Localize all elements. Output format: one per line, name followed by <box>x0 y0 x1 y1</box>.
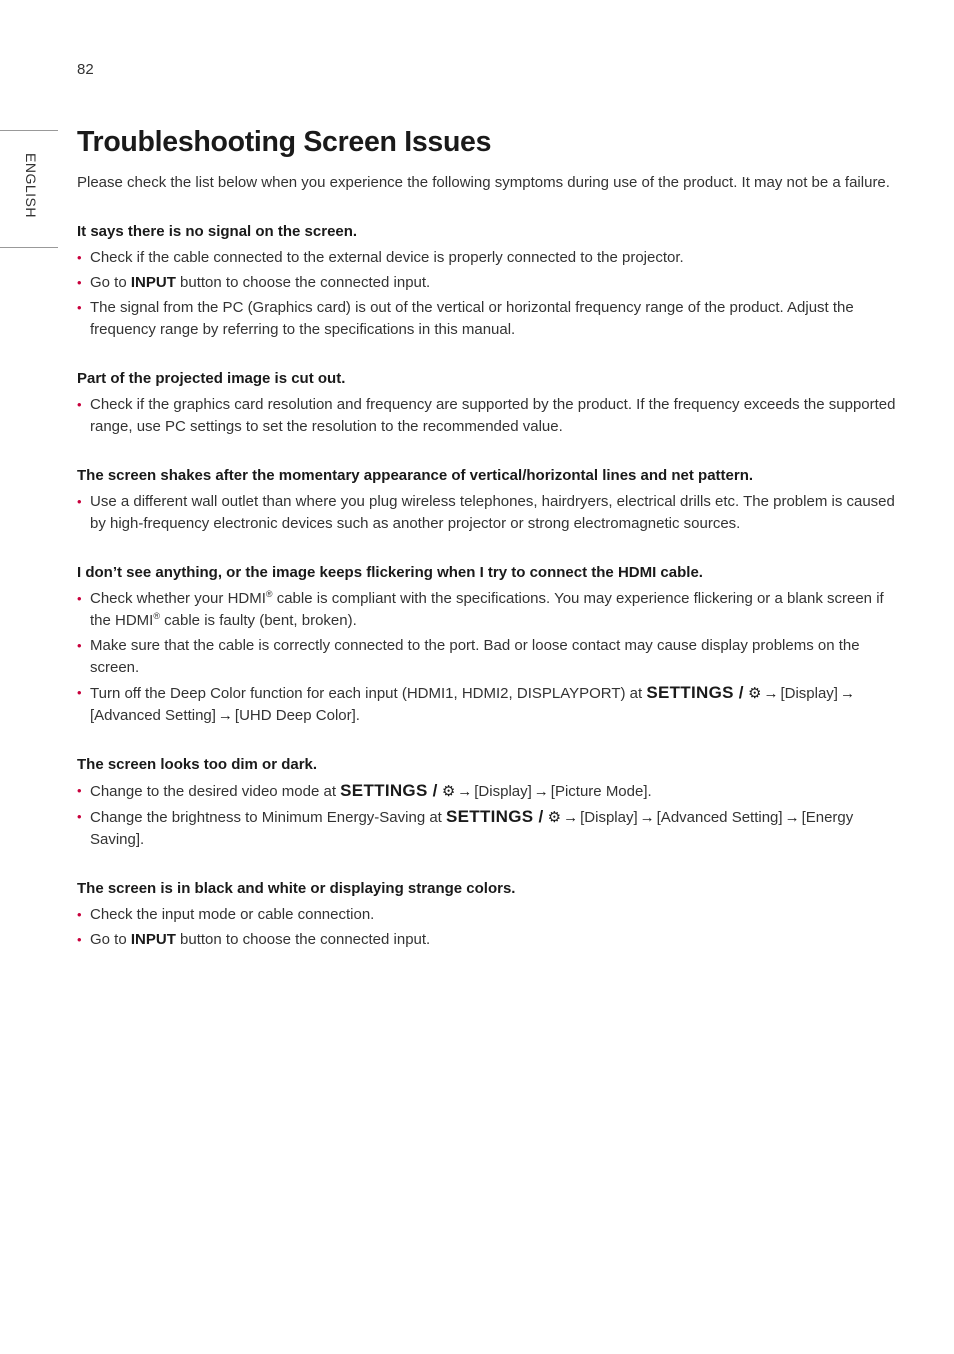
menu-path: [Energy Saving]. <box>90 809 854 848</box>
intro-text: Please check the list below when you experience the following symptoms during use of the product. It may not be a failure. <box>77 174 890 191</box>
input-key: INPUT <box>130 931 176 948</box>
item-text: Check whether your HDMI <box>90 590 266 607</box>
item-text: cable is faulty (bent, broken). <box>160 612 357 629</box>
item-text: cable is compliant with the specifications. You may experience flickering or a blank screen if the HDMI <box>90 590 884 629</box>
arrow-right-icon: → <box>763 685 779 702</box>
section-heading: It says there is no signal on the screen. <box>77 223 358 240</box>
list-item <box>77 272 903 294</box>
item-text: button to choose the connected input. <box>175 931 431 948</box>
gear-icon: ⚙ <box>547 809 562 826</box>
list-item: • The signal from the PC (Graphics card) is out of the vertical or horizontal frequency range of the product. Adjust the frequency range by referring to the specifications in this manual. <box>77 297 903 341</box>
section-heading: Part of the projected image is cut out. <box>77 370 346 387</box>
item-text: Go to <box>90 274 131 291</box>
section-screen-shakes <box>77 465 903 535</box>
menu-path: [UHD Deep Color]. <box>234 707 360 724</box>
menu-path: [Display] <box>780 685 838 702</box>
item-text: Change to the desired video mode at <box>90 783 341 800</box>
main-content <box>77 122 903 954</box>
item-text: Turn off the Deep Color function for each input (HDMI1, HDMI2, DISPLAYPORT) at <box>90 685 647 702</box>
gear-icon: ⚙ <box>441 783 456 800</box>
settings-key: SETTINGS / <box>340 781 438 800</box>
list-item <box>77 929 903 951</box>
item-list <box>77 247 903 341</box>
item-text: button to choose the connected input. <box>175 274 431 291</box>
list-item: • Use a different wall outlet than where you plug wireless telephones, hairdryers, electrical drills etc. The problem is caused by high-frequency electronic devices such as another projector or strong electromagnetic sources. <box>77 491 903 535</box>
list-item <box>77 588 903 632</box>
menu-path: [Display] <box>580 809 638 826</box>
item-list <box>77 491 903 535</box>
page-number: 82 <box>77 61 94 78</box>
list-item: • Check the input mode or cable connection. <box>77 904 903 926</box>
arrow-right-icon: → <box>639 809 655 826</box>
section-strange-colors <box>77 878 903 951</box>
arrow-right-icon: → <box>563 809 579 826</box>
section-heading: The screen is in black and white or displaying strange colors. <box>77 880 516 897</box>
list-item: • Check if the cable connected to the external device is properly connected to the projector. <box>77 247 903 269</box>
menu-path: [Display] <box>474 783 532 800</box>
arrow-right-icon: → <box>217 707 233 724</box>
menu-path: [Advanced Setting] <box>656 809 783 826</box>
input-key: INPUT <box>130 274 176 291</box>
list-item: • Make sure that the cable is correctly connected to the port. Bad or loose contact may cause display problems on the screen. <box>77 635 903 679</box>
side-tab-label: ENGLISH <box>23 153 39 218</box>
section-heading: The screen shakes after the momentary appearance of vertical/horizontal lines and net pattern. <box>77 467 754 484</box>
item-list <box>77 588 903 727</box>
registered-mark: ® <box>265 589 273 599</box>
item-list <box>77 780 903 851</box>
arrow-right-icon: → <box>839 685 855 702</box>
item-list <box>77 394 903 438</box>
section-too-dim <box>77 754 903 851</box>
section-hdmi-flicker <box>77 562 903 727</box>
arrow-right-icon: → <box>784 809 800 826</box>
list-item <box>77 682 903 727</box>
section-heading: The screen looks too dim or dark. <box>77 756 318 773</box>
settings-key: SETTINGS / <box>446 807 544 826</box>
section-image-cut <box>77 368 903 438</box>
settings-key: SETTINGS / <box>646 683 744 702</box>
item-text: Change the brightness to Minimum Energy-Saving at <box>90 809 447 826</box>
list-item <box>77 780 903 803</box>
list-item <box>77 806 903 851</box>
item-list <box>77 904 903 951</box>
page-title: Troubleshooting Screen Issues <box>77 126 492 158</box>
menu-path: [Advanced Setting] <box>90 707 216 724</box>
arrow-right-icon: → <box>457 783 473 800</box>
item-text: Go to <box>90 931 131 948</box>
registered-mark: ® <box>153 611 160 621</box>
section-no-signal <box>77 221 903 341</box>
gear-icon: ⚙ <box>747 685 762 702</box>
section-heading: I don’t see anything, or the image keeps flickering when I try to connect the HDMI cable. <box>77 564 703 581</box>
arrow-right-icon: → <box>533 783 549 800</box>
menu-path: [Picture Mode]. <box>550 783 652 800</box>
list-item: • Check if the graphics card resolution and frequency are supported by the product. If the frequency exceeds the supported range, use PC settings to set the resolution to the recommended value. <box>77 394 903 438</box>
